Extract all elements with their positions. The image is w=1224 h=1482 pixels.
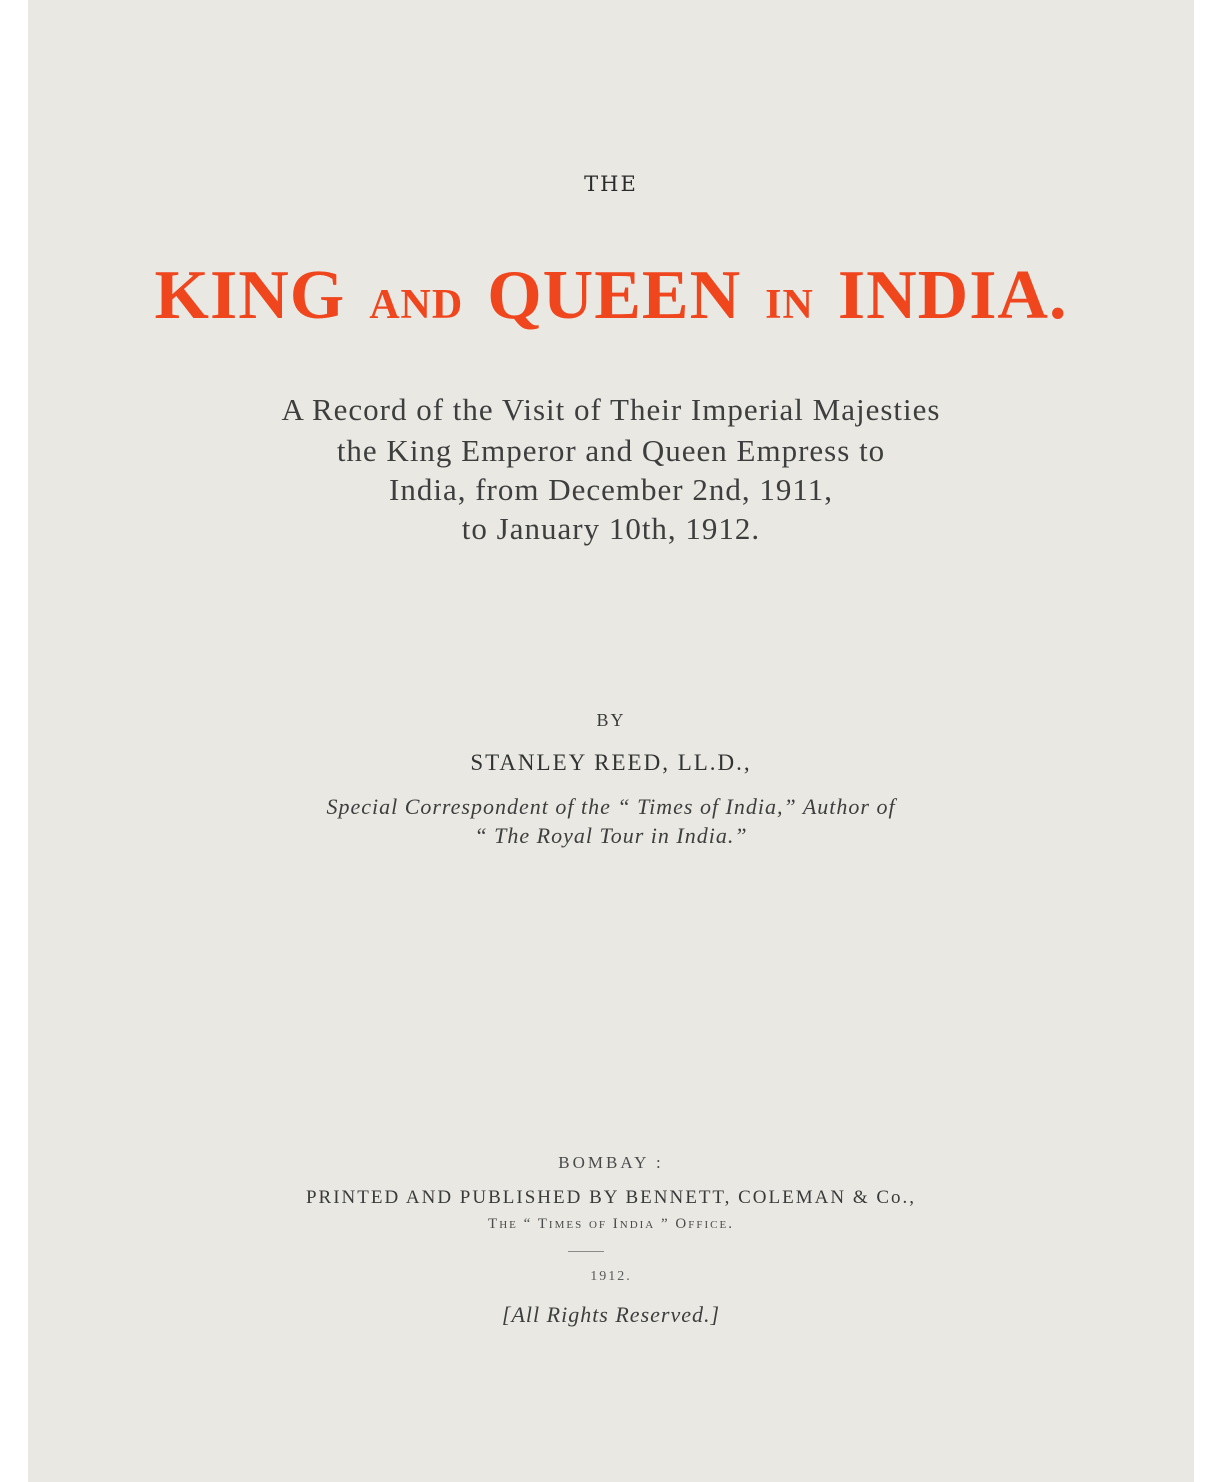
author-name: STANLEY REED, LL.D.,	[470, 750, 752, 775]
author-role-line-2: “ The Royal Tour in India.”	[474, 823, 748, 848]
title-article: THE	[584, 172, 638, 196]
subtitle-line-3: India, from December 2nd, 1911,	[389, 472, 833, 507]
title-word-india: INDIA.	[837, 257, 1068, 334]
rights-notice: [All Rights Reserved.]	[501, 1302, 721, 1327]
byline-by: BY	[596, 710, 626, 730]
subtitle-line-1: A Record of the Visit of Their Imperial Majesties	[281, 392, 941, 427]
author-role-line-1: Special Correspondent of the “ Times of India,” Author of	[326, 794, 896, 819]
subtitle-line-2: the King Emperor and Queen Empress to	[336, 433, 886, 468]
subtitle-line-4: to January 10th, 1912.	[461, 511, 761, 546]
imprint-office: The “ Times of India ” Office.	[488, 1216, 734, 1232]
title-word-queen: QUEEN	[487, 257, 742, 334]
imprint-place: BOMBAY :	[558, 1153, 664, 1172]
imprint-divider	[568, 1251, 604, 1252]
book-title	[28, 256, 1194, 336]
title-word-king: KING	[154, 257, 346, 334]
imprint-printer: PRINTED AND PUBLISHED BY BENNETT, COLEMAN & Co.,	[305, 1187, 917, 1208]
title-page	[28, 0, 1194, 1482]
title-word-in: IN	[765, 282, 814, 328]
imprint-year: 1912.	[590, 1269, 632, 1284]
title-word-and: AND	[369, 282, 464, 328]
